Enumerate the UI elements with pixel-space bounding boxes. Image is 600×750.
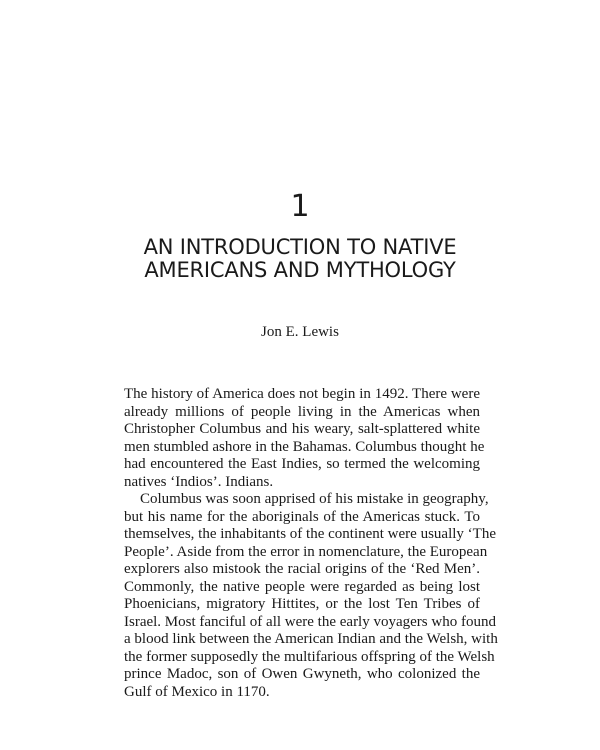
text-line: but his name for the aboriginals of the Americas stuck. To [124, 508, 480, 525]
text-line: Israel. Most fanciful of all were the early voyagers who found [124, 613, 496, 630]
text-line: Christopher Columbus and his weary, salt-splattered white [124, 421, 480, 437]
paragraph [124, 491, 498, 701]
text-line: natives ‘Indios’. Indians. [124, 473, 274, 490]
text-line: had encountered the East Indies, so termed the welcoming [124, 456, 480, 472]
text-line: a blood link between the American Indian and the Welsh, with [124, 631, 498, 647]
author-name: Jon E. Lewis [261, 324, 339, 340]
text-line: Commonly, the native people were regarded as being lost [124, 578, 480, 595]
text-line: men stumbled ashore in the Bahamas. Columbus thought he [124, 438, 485, 455]
text-line: Phoenicians, migratory Hittites, or the lost Ten Tribes of [124, 596, 480, 612]
text-line: explorers also mistook the racial origins of the ‘Red Men’. [124, 561, 480, 577]
text-line: already millions of people living in the Americas when [124, 403, 480, 420]
text-line: Gulf of Mexico in 1170. [124, 683, 270, 700]
chapter-title-line: AN INTRODUCTION TO NATIVE [143, 235, 457, 259]
text-line: prince Madoc, son of Owen Gwyneth, who colonized the [124, 666, 480, 682]
body-text [124, 386, 498, 701]
text-line: the former supposedly the multifarious offspring of the Welsh [124, 648, 495, 665]
text-line: Columbus was soon apprised of his mistake in geography, [140, 491, 489, 507]
paragraph [124, 386, 485, 491]
text-line: themselves, the inhabitants of the continent were usually ‘The [124, 526, 496, 542]
chapter-title [0, 236, 600, 282]
chapter-title-line: AMERICANS AND MYTHOLOGY [144, 258, 456, 282]
text-line: People’. Aside from the error in nomenclature, the European [124, 543, 488, 560]
text-line: The history of America does not begin in 1492. There were [124, 386, 480, 402]
chapter-number: 1 [290, 189, 310, 224]
